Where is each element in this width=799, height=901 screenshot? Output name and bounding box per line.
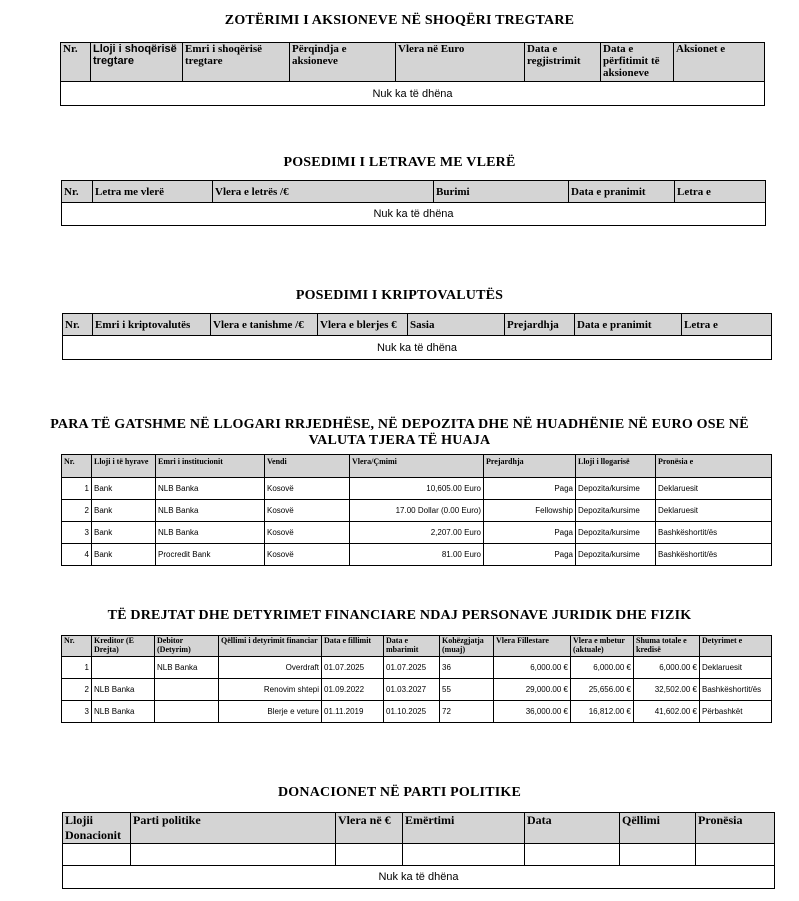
col-header: Prejardhja <box>505 314 575 336</box>
cell-end-date: 01.10.2025 <box>384 701 440 723</box>
cell-institution: NLB Banka <box>156 478 265 500</box>
empty-cell <box>696 844 775 866</box>
col-header: Vlera e tanishme /€ <box>211 314 318 336</box>
cell-account-type: Depozita/kursime <box>576 544 656 566</box>
table-row <box>62 544 772 566</box>
cell-country: Kosovë <box>265 544 350 566</box>
cell-nr: 2 <box>62 500 92 522</box>
cell-remaining-value: 16,812.00 € <box>571 701 634 723</box>
section-title-donations: DONACIONET NË PARTI POLITIKE <box>277 785 522 800</box>
cell-duration: 55 <box>440 679 494 701</box>
col-header: Qëllimi <box>620 813 696 844</box>
section-title-securities: POSEDIMI I LETRAVE ME VLERË <box>283 155 516 170</box>
no-data-message: Nuk ka të dhëna <box>61 82 765 106</box>
cell-obligations: Deklaruesit <box>700 657 772 679</box>
table-row <box>62 522 772 544</box>
cell-start-date: 01.07.2025 <box>322 657 384 679</box>
cell-country: Kosovë <box>265 478 350 500</box>
table-row <box>62 657 772 679</box>
col-header: Vlera e letrës /€ <box>213 181 434 203</box>
donations-table <box>62 812 775 889</box>
col-header: Data e pranimit <box>575 314 682 336</box>
cell-creditor <box>92 657 155 679</box>
col-header: Qëllimi i detyrimit financiar <box>219 636 322 657</box>
cell-institution: NLB Banka <box>156 500 265 522</box>
cell-obligations: Bashkëshortit/ës <box>700 679 772 701</box>
col-header: Vlera e mbetur (aktuale) <box>571 636 634 657</box>
cell-initial-value: 36,000.00 € <box>494 701 571 723</box>
col-header: Emërtimi <box>403 813 525 844</box>
securities-table <box>61 180 766 226</box>
col-header: Emri i shoqërisë tregtare <box>183 43 290 82</box>
empty-cell <box>63 844 131 866</box>
cell-debtor <box>155 701 219 723</box>
col-header: Kohëzgjatja (muaj) <box>440 636 494 657</box>
cell-initial-value: 29,000.00 € <box>494 679 571 701</box>
cell-institution: NLB Banka <box>156 522 265 544</box>
cell-total-amount: 41,602.00 € <box>634 701 700 723</box>
col-header: Detyrimet e <box>700 636 772 657</box>
col-header: Data e mbarimit <box>384 636 440 657</box>
cell-obligations: Përbashkët <box>700 701 772 723</box>
col-header: Letra e <box>675 181 766 203</box>
section-title-line: VALUTA TJERA TË HUAJA <box>308 433 491 448</box>
cell-nr: 3 <box>62 701 92 723</box>
col-header: Nr. <box>63 314 93 336</box>
cash-table <box>61 454 772 566</box>
col-header: Nr. <box>61 43 91 82</box>
cell-nr: 1 <box>62 478 92 500</box>
table-row <box>63 844 775 866</box>
cell-institution: Procredit Bank <box>156 544 265 566</box>
empty-cell <box>403 844 525 866</box>
cell-end-date: 01.07.2025 <box>384 657 440 679</box>
section-title-obligations: TË DREJTAT DHE DETYRIMET FINANCIARE NDAJ PERSONAVE JURIDIK DHE FIZIK <box>107 608 692 623</box>
cell-creditor: NLB Banka <box>92 701 155 723</box>
cell-type: Bank <box>92 522 156 544</box>
cell-duration: 36 <box>440 657 494 679</box>
cell-purpose: Overdraft <box>219 657 322 679</box>
empty-cell <box>336 844 403 866</box>
table-row <box>62 478 772 500</box>
col-header: Letra me vlerë <box>93 181 213 203</box>
cell-remaining-value: 25,656.00 € <box>571 679 634 701</box>
col-header: Pronësia <box>696 813 775 844</box>
cell-value: 2,207.00 Euro <box>350 522 484 544</box>
obligations-table <box>61 635 772 723</box>
col-header: Vlera në Euro <box>396 43 525 82</box>
col-header: Nr. <box>62 636 92 657</box>
col-header: Vlera e blerjes € <box>318 314 408 336</box>
cell-ownership: Deklaruesit <box>656 500 772 522</box>
cell-remaining-value: 6,000.00 € <box>571 657 634 679</box>
col-header: Vlera në € <box>336 813 403 844</box>
empty-cell <box>525 844 620 866</box>
col-header: Llojii Donacionit <box>63 813 131 844</box>
col-header: Pronësia e <box>656 455 772 478</box>
cell-origin: Fellowship <box>484 500 576 522</box>
col-header: Prejardhja <box>484 455 576 478</box>
cell-purpose: Renovim shtepi <box>219 679 322 701</box>
cell-ownership: Bashkëshortit/ës <box>656 522 772 544</box>
col-header: Nr. <box>62 181 93 203</box>
section-title-cash <box>0 417 799 449</box>
col-header: Data e regjistrimit <box>525 43 601 82</box>
col-header: Përqindja e aksioneve <box>290 43 396 82</box>
cell-debtor <box>155 679 219 701</box>
cell-origin: Paga <box>484 522 576 544</box>
cell-account-type: Depozita/kursime <box>576 522 656 544</box>
col-header: Data e fillimit <box>322 636 384 657</box>
section-title-line: PARA TË GATSHME NË LLOGARI RRJEDHËSE, NË DEPOZITA DHE NË HUADHËNIE NË EURO OSE NË <box>50 417 749 432</box>
cell-value: 17.00 Dollar (0.00 Euro) <box>350 500 484 522</box>
table-row <box>62 701 772 723</box>
section-title-crypto: POSEDIMI I KRIPTOVALUTËS <box>295 288 504 303</box>
col-header: Vlera Fillestare <box>494 636 571 657</box>
cell-total-amount: 32,502.00 € <box>634 679 700 701</box>
cell-nr: 3 <box>62 522 92 544</box>
cell-value: 81.00 Euro <box>350 544 484 566</box>
col-header: Vendi <box>265 455 350 478</box>
section-title-shares: ZOTËRIMI I AKSIONEVE NË SHOQËRI TREGTARE <box>224 13 575 28</box>
col-header: Shuma totale e kredisë <box>634 636 700 657</box>
table-row <box>62 679 772 701</box>
col-header: Nr. <box>62 455 92 478</box>
col-header: Burimi <box>434 181 569 203</box>
col-header: Lloji i shoqërisë tregtare <box>91 43 183 82</box>
col-header: Data <box>525 813 620 844</box>
cell-start-date: 01.09.2022 <box>322 679 384 701</box>
empty-cell <box>131 844 336 866</box>
cell-type: Bank <box>92 544 156 566</box>
cell-type: Bank <box>92 500 156 522</box>
cell-end-date: 01.03.2027 <box>384 679 440 701</box>
cell-creditor: NLB Banka <box>92 679 155 701</box>
cell-type: Bank <box>92 478 156 500</box>
cell-initial-value: 6,000.00 € <box>494 657 571 679</box>
no-data-message: Nuk ka të dhëna <box>63 336 772 360</box>
cell-account-type: Depozita/kursime <box>576 478 656 500</box>
no-data-message: Nuk ka të dhëna <box>63 866 775 889</box>
col-header: Data e pranimit <box>569 181 675 203</box>
cell-purpose: Blerje e veture <box>219 701 322 723</box>
no-data-message: Nuk ka të dhëna <box>62 203 766 226</box>
cell-nr: 2 <box>62 679 92 701</box>
cell-origin: Paga <box>484 544 576 566</box>
cell-debtor: NLB Banka <box>155 657 219 679</box>
cell-value: 10,605.00 Euro <box>350 478 484 500</box>
col-header: Emri i institucionit <box>156 455 265 478</box>
table-row <box>62 500 772 522</box>
col-header: Lloji i të hyrave <box>92 455 156 478</box>
cell-total-amount: 6,000.00 € <box>634 657 700 679</box>
cell-ownership: Bashkëshortit/ës <box>656 544 772 566</box>
col-header: Sasia <box>408 314 505 336</box>
col-header: Data e përfitimit të aksioneve <box>601 43 674 82</box>
col-header: Emri i kriptovalutës <box>93 314 211 336</box>
empty-cell <box>620 844 696 866</box>
col-header: Aksionet e <box>674 43 765 82</box>
cell-duration: 72 <box>440 701 494 723</box>
cell-nr: 1 <box>62 657 92 679</box>
col-header: Debitor (Detyrim) <box>155 636 219 657</box>
cell-origin: Paga <box>484 478 576 500</box>
cell-start-date: 01.11.2019 <box>322 701 384 723</box>
cell-country: Kosovë <box>265 522 350 544</box>
col-header: Kreditor (E Drejta) <box>92 636 155 657</box>
col-header: Letra e <box>682 314 772 336</box>
shares-table <box>60 42 765 106</box>
cell-ownership: Deklaruesit <box>656 478 772 500</box>
cell-country: Kosovë <box>265 500 350 522</box>
col-header: Vlera/Çmimi <box>350 455 484 478</box>
cell-nr: 4 <box>62 544 92 566</box>
crypto-table <box>62 313 772 360</box>
col-header: Lloji i llogarisë <box>576 455 656 478</box>
cell-account-type: Depozita/kursime <box>576 500 656 522</box>
col-header: Parti politike <box>131 813 336 844</box>
